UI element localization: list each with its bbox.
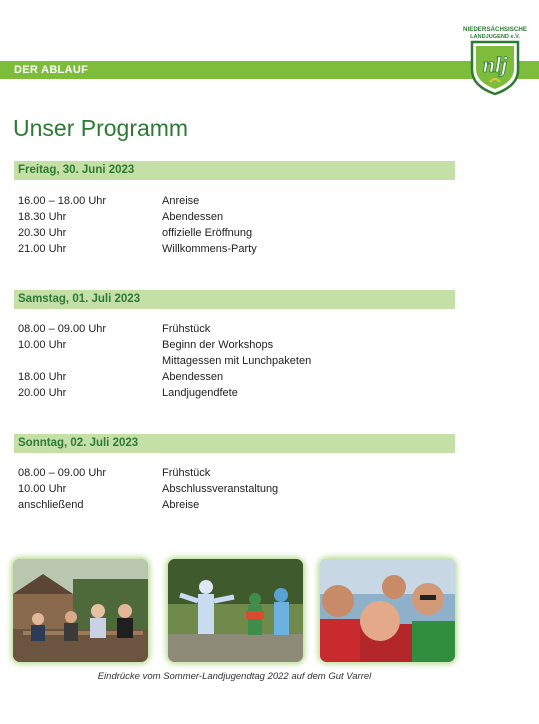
- schedule-time: 10.00 Uhr: [18, 483, 67, 495]
- svg-text:nlj: nlj: [482, 52, 508, 77]
- schedule-event: offizielle Eröffnung: [162, 227, 253, 239]
- photo-group-on-deck: [13, 559, 148, 662]
- day-label: Freitag, 30. Juni 2023: [18, 164, 135, 176]
- schedule-time: 10.00 Uhr: [18, 339, 67, 351]
- svg-text:NIEDERSÄCHSISCHE: NIEDERSÄCHSISCHE: [463, 26, 527, 33]
- day-label: Sonntag, 02. Juli 2023: [18, 437, 139, 449]
- nlj-logo: [462, 24, 528, 96]
- schedule-time: 08.00 – 09.00 Uhr: [18, 323, 107, 335]
- schedule-event: Frühstück: [162, 467, 211, 479]
- day-header-saturday: [14, 290, 455, 309]
- schedule-time: 18.30 Uhr: [18, 211, 67, 223]
- schedule-event: Abreise: [162, 499, 200, 511]
- schedule-event: Frühstück: [162, 323, 211, 335]
- schedule-event: Beginn der Workshops: [162, 339, 274, 351]
- schedule-time: 08.00 – 09.00 Uhr: [18, 467, 107, 479]
- day-label: Samstag, 01. Juli 2023: [18, 293, 141, 305]
- photo-costume-party: [168, 559, 303, 662]
- photo-caption: Eindrücke vom Sommer-Landjugendtag 2022 auf dem Gut Varrel: [97, 671, 372, 682]
- page-title: Unser Programm: [13, 115, 189, 141]
- section-header-band: [0, 61, 539, 79]
- day-header-friday: [14, 161, 455, 180]
- schedule-event: Abendessen: [162, 211, 224, 223]
- schedule-time: 16.00 – 18.00 Uhr: [18, 195, 107, 207]
- day-header-sunday: [14, 434, 455, 453]
- schedule-time: 21.00 Uhr: [18, 243, 67, 255]
- svg-text:LANDJUGEND e.V.: LANDJUGEND e.V.: [470, 34, 520, 40]
- schedule-event: Willkommens-Party: [162, 243, 257, 255]
- schedule-event: Anreise: [162, 195, 200, 207]
- section-label: DER ABLAUF: [14, 64, 89, 76]
- schedule-event: Abschlussveranstaltung: [162, 483, 279, 495]
- schedule-event: Landjugendfete: [162, 387, 238, 399]
- schedule-time: 18.00 Uhr: [18, 371, 67, 383]
- schedule-event: Mittagessen mit Lunchpaketen: [162, 355, 312, 367]
- schedule-time: 20.30 Uhr: [18, 227, 67, 239]
- photo-selfie-group: [320, 559, 455, 662]
- schedule-time: anschließend: [18, 499, 84, 511]
- schedule-event: Abendessen: [162, 371, 224, 383]
- schedule-time: 20.00 Uhr: [18, 387, 67, 399]
